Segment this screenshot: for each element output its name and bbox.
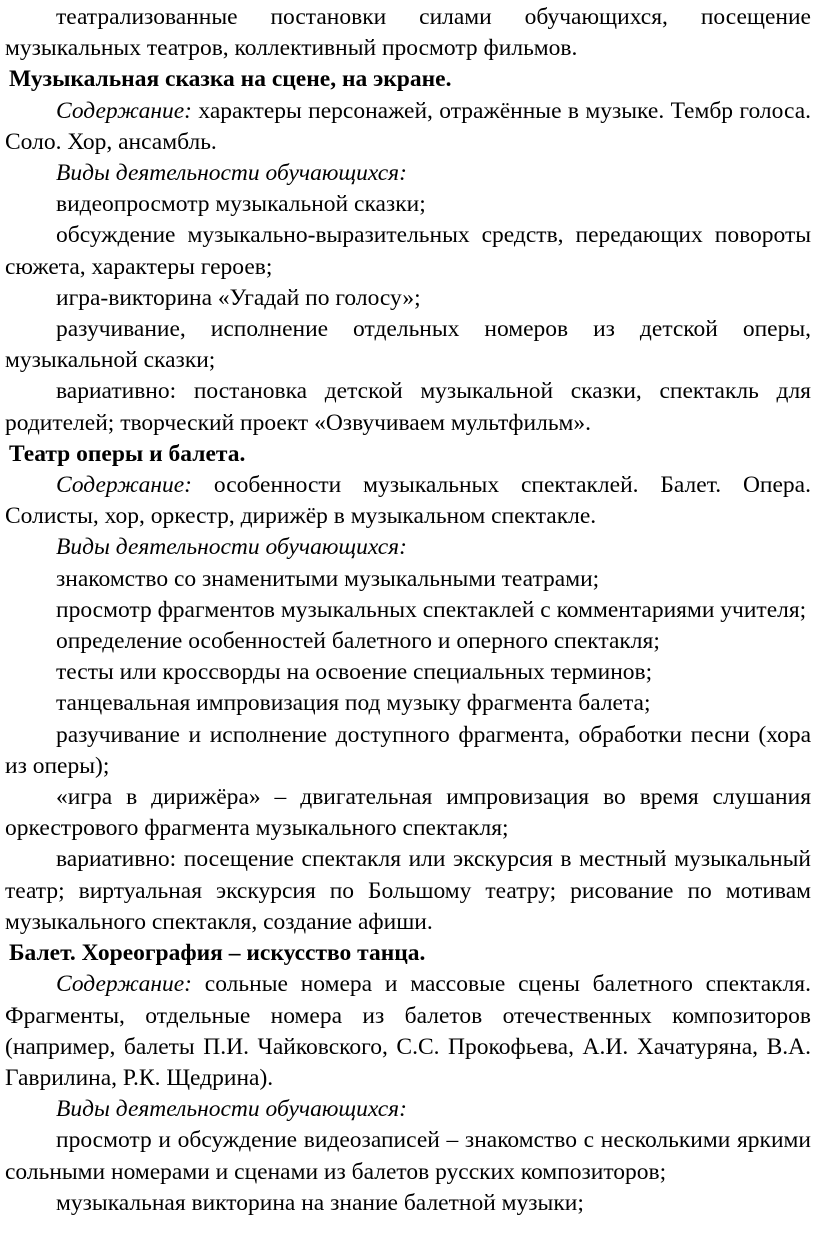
content-lead-label: Содержание: [56,97,193,124]
section-heading: Театр оперы и балета. [9,440,246,467]
paragraph: разучивание и исполнение доступного фрагмента, обработки песни (хора из оперы); [5,721,811,779]
paragraph-text: сольные номера и массовые сцены балетного спектакля. Фрагменты, отдельные номера из балетов отечественных композиторов (например, балеты П.И. Чайковского, С.С. Прокофьева, А.И. Хачатуряна, В.А. Гаврилина, Р.К. Щедрина). [5,971,811,1091]
paragraph: игра-викторина «Угадай по голосу»; [56,284,421,311]
activities-label: Виды деятельности обучающихся: [56,534,407,561]
paragraph: вариативно: посещение спектакля или экскурсия в местный музыкальный театр; виртуальная экскурсия по Большому театру; рисование по мотивам музыкального спектакля, создание афиши. [5,846,811,935]
section-heading: Балет. Хореография – искусство танца. [9,940,426,967]
paragraph: определение особенностей балетного и оперного спектакля; [56,628,660,655]
paragraph: видеопросмотр музыкальной сказки; [56,191,426,218]
paragraph-text: особенности музыкальных спектаклей. Балет. Опера. Солисты, хор, оркестр, дирижёр в музыкальном спектакле. [5,472,811,530]
activities-label: Виды деятельности обучающихся: [56,1096,407,1123]
paragraph: танцевальная импровизация под музыку фрагмента балета; [56,690,651,717]
paragraph: музыкальная викторина на знание балетной музыки; [56,1189,584,1216]
paragraph: вариативно: постановка детской музыкальной сказки, спектакль для родителей; творческий проект «Озвучиваем мультфильм». [5,378,811,436]
paragraph: обсуждение музыкально-выразительных средств, передающих повороты сюжета, характеры героев; [5,222,811,280]
paragraph: разучивание, исполнение отдельных номеров из детской оперы, музыкальной сказки; [5,316,811,374]
content-lead-label: Содержание: [56,472,193,499]
paragraph: просмотр фрагментов музыкальных спектаклей с комментариями учителя; [56,596,807,623]
activities-label: Виды деятельности обучающихся: [56,160,407,187]
content-paragraph [5,96,811,158]
content-paragraph [5,969,811,1094]
paragraph: знакомство со знаменитыми музыкальными театрами; [56,565,600,592]
paragraph: театрализованные постановки силами обучающихся, посещение музыкальных театров, коллективный просмотр фильмов. [5,4,811,62]
content-paragraph [5,470,811,532]
paragraph: просмотр и обсуждение видеозаписей – знакомство с несколькими яркими сольными номерами и сценами из балетов русских композиторов; [5,1127,811,1185]
paragraph: «игра в дирижёра» – двигательная импровизация во время слушания оркестрового фрагмента музыкального спектакля; [5,784,811,842]
section-heading: Музыкальная сказка на сцене, на экране. [9,66,452,93]
paragraph: тесты или кроссворды на освоение специальных терминов; [56,659,653,686]
paragraph-text: характеры персонажей, отражённые в музыке. Тембр голоса. Соло. Хор, ансамбль. [5,97,811,155]
content-lead-label: Содержание: [56,971,193,998]
